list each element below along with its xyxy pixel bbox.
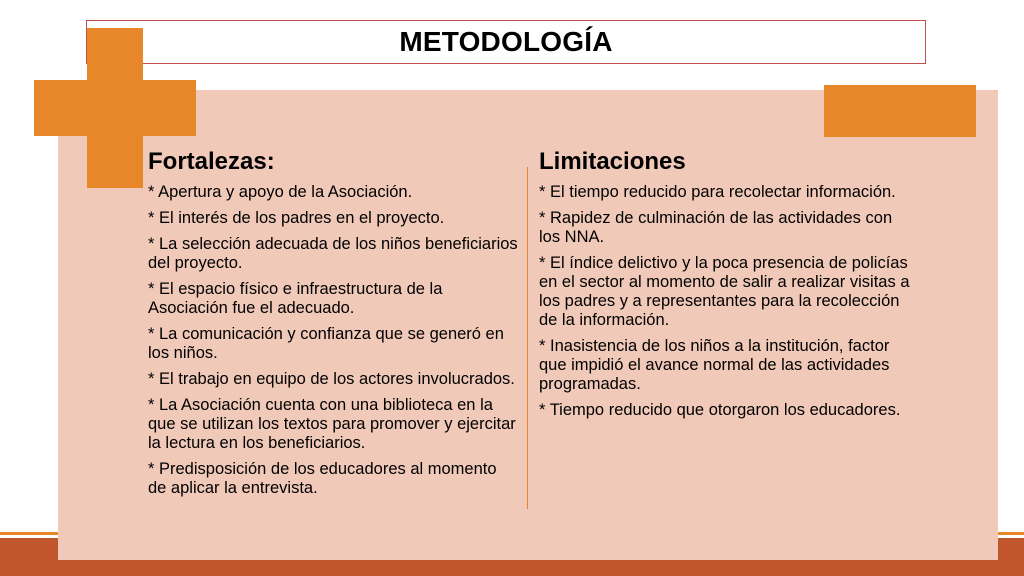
limitacion-item: * Rapidez de culminación de las actividades con los NNA. <box>539 209 893 246</box>
decorative-cross-horizontal <box>34 80 196 136</box>
limitaciones-column <box>539 148 914 427</box>
fortaleza-item: * El trabajo en equipo de los actores involucrados. <box>148 370 515 388</box>
fortaleza-item: * El espacio físico e infraestructura de la Asociación fue el adecuado. <box>148 280 443 317</box>
slide-title: METODOLOGÍA <box>399 26 613 57</box>
limitacion-item: * El tiempo reducido para recolectar información. <box>539 183 896 201</box>
fortaleza-item: * Apertura y apoyo de la Asociación. <box>148 183 413 201</box>
fortaleza-item: * El interés de los padres en el proyecto. <box>148 209 445 227</box>
limitaciones-heading: Limitaciones <box>539 148 686 175</box>
fortaleza-item: * La selección adecuada de los niños beneficiarios del proyecto. <box>148 235 518 272</box>
fortaleza-item: * La Asociación cuenta con una biblioteca en la que se utilizan los textos para promover y ejercitar la lectura en los beneficiarios. <box>148 396 516 452</box>
limitacion-item: * Tiempo reducido que otorgaron los educadores. <box>539 401 901 419</box>
limitacion-item: * Inasistencia de los niños a la institución, factor que impidió el avance normal de las actividades programadas. <box>539 337 890 393</box>
fortalezas-heading: Fortalezas: <box>148 148 275 175</box>
title-box <box>86 20 926 64</box>
column-divider <box>527 167 528 509</box>
limitacion-item: * El índice delictivo y la poca presencia de policías en el sector al momento de salir a realizar visitas a los padres y a representantes para la recolección de la información. <box>539 254 910 329</box>
decorative-rectangle <box>824 85 976 137</box>
fortaleza-item: * La comunicación y confianza que se generó en los niños. <box>148 325 504 362</box>
fortaleza-item: * Predisposición de los educadores al momento de aplicar la entrevista. <box>148 460 497 497</box>
fortalezas-column <box>148 148 518 505</box>
